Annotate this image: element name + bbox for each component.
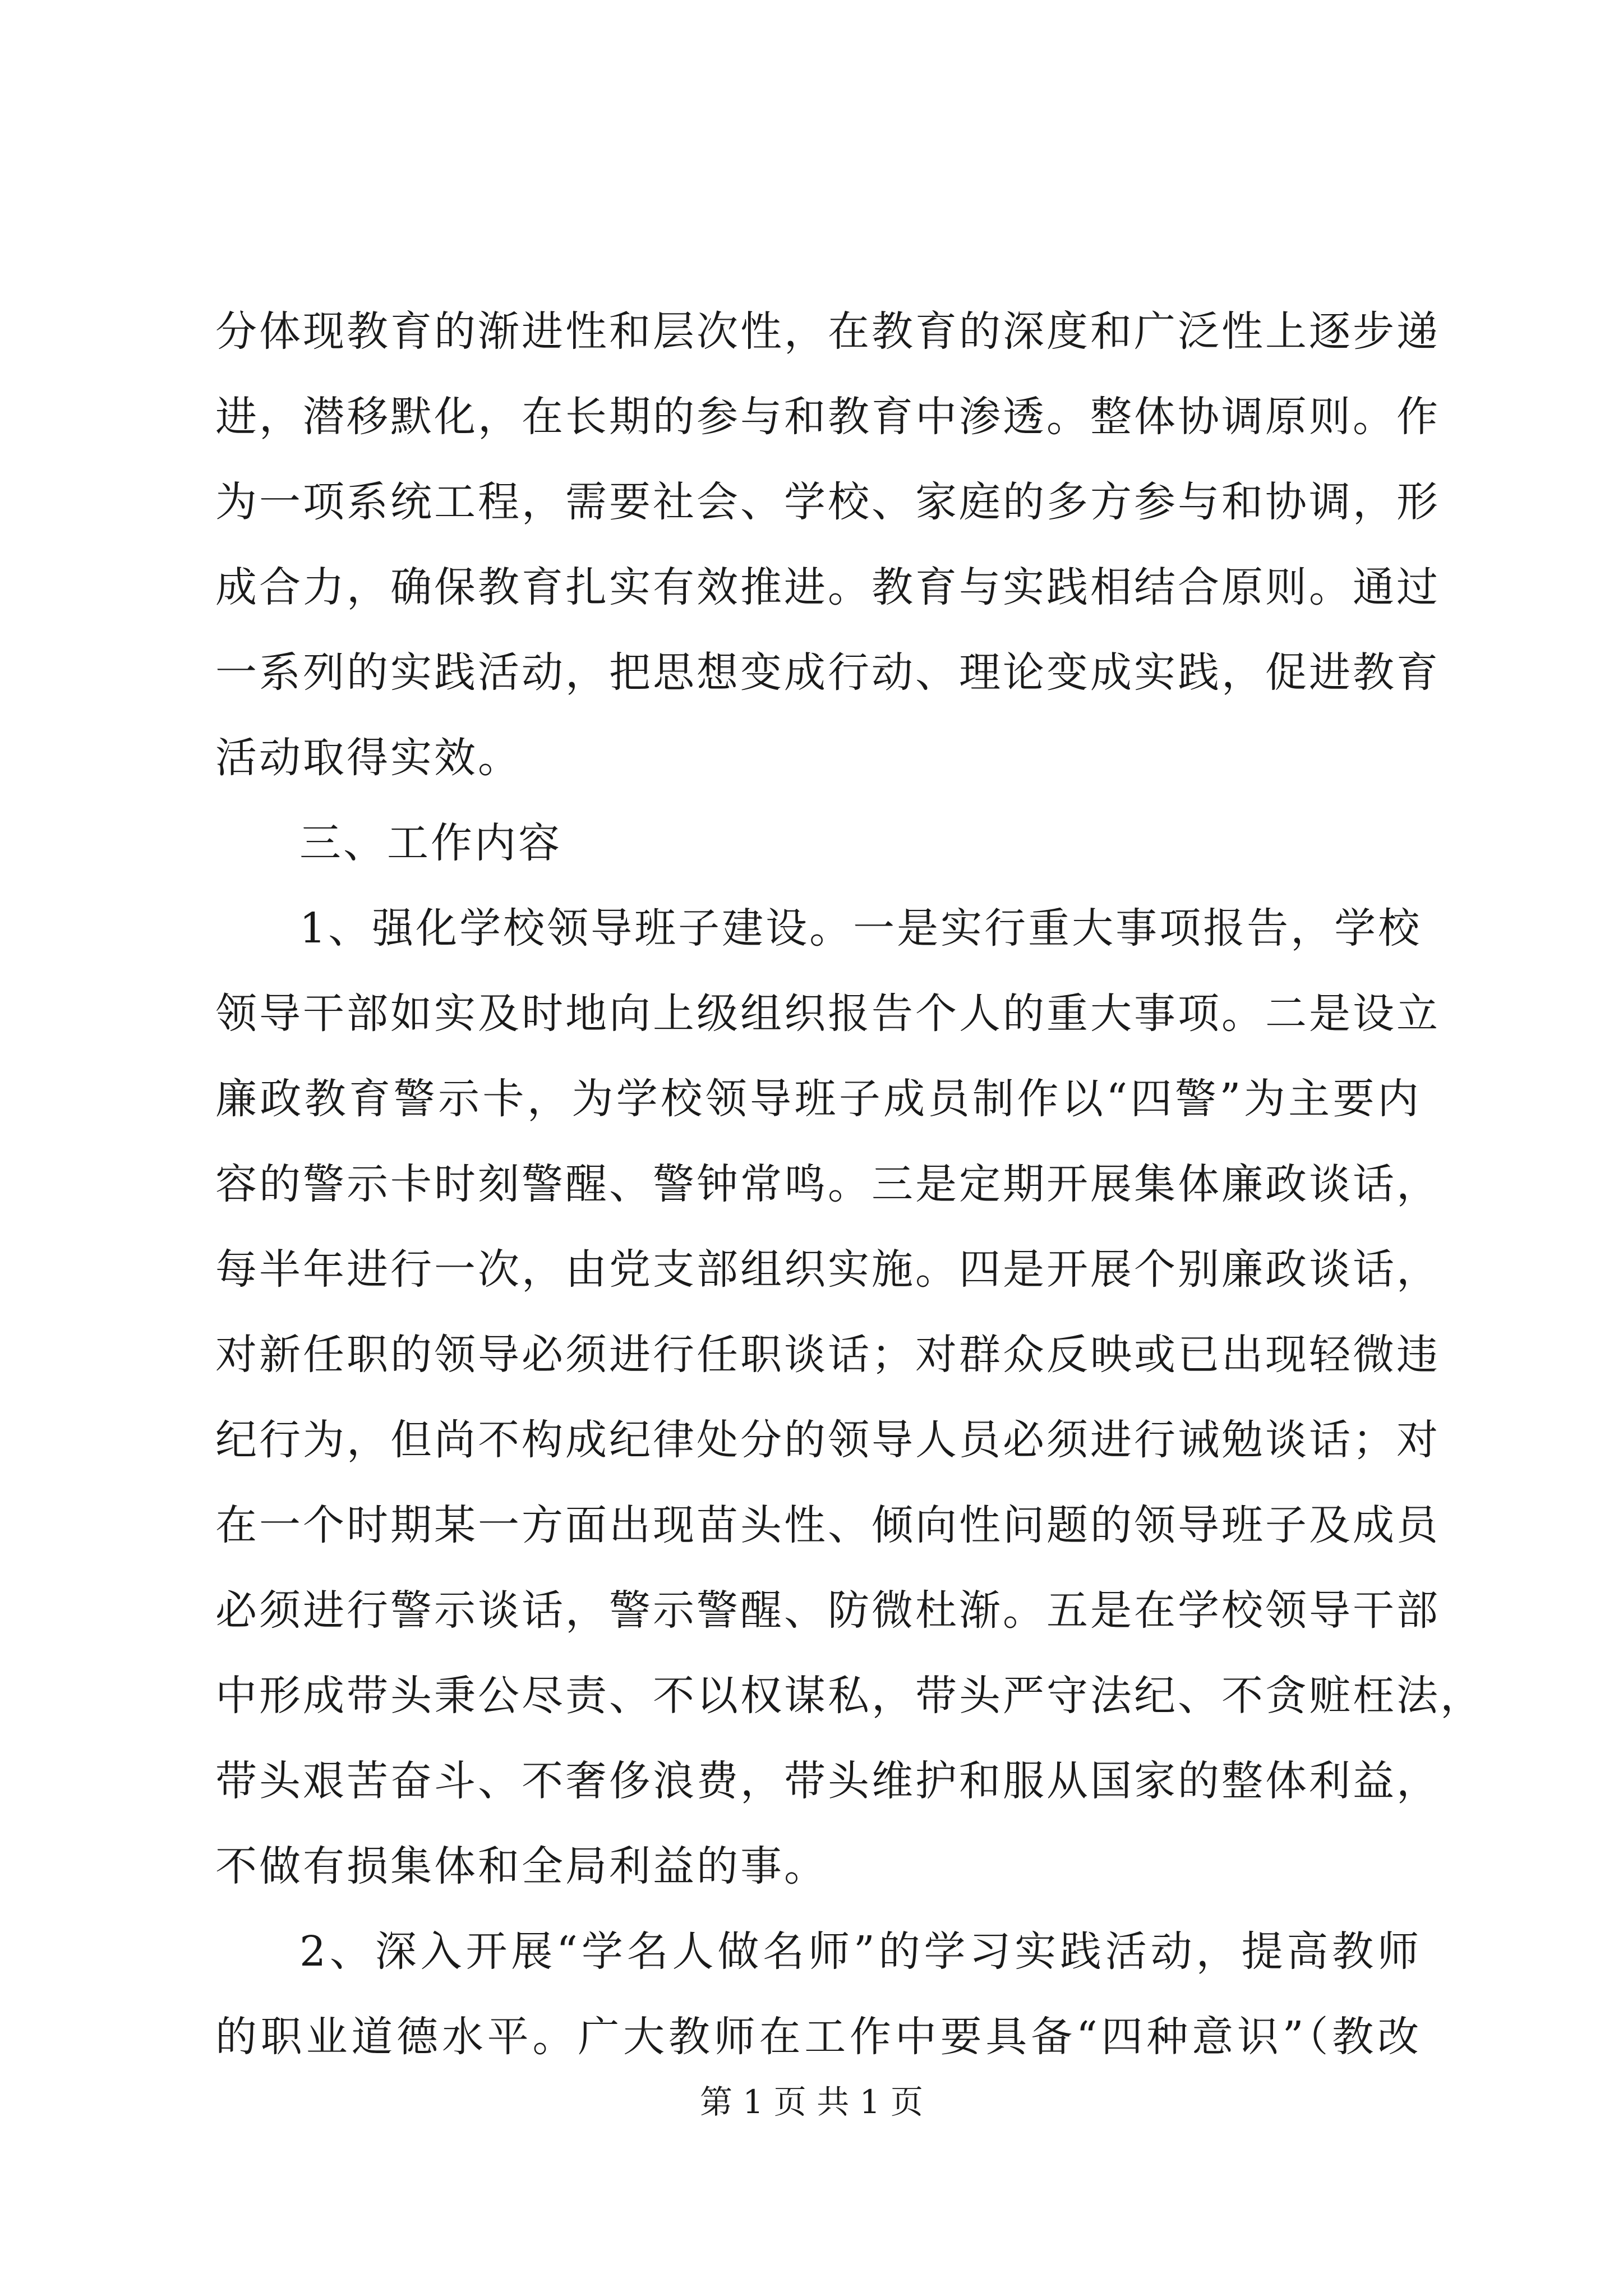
text-line: 领导干部如实及时地向上级组织报告个人的重大事项。二是设立	[215, 990, 1440, 1038]
text-line: 1、强化学校领导班子建设。一是实行重大事项报告，学校	[299, 904, 1422, 953]
text-line: 容的警示卡时刻警醒、警钟常鸣。三是定期开展集体廉政谈话，	[215, 1160, 1440, 1208]
text-line: 活动取得实效。	[215, 734, 522, 782]
document-body	[215, 289, 1484, 2079]
text-line: 对新任职的领导必须进行任职谈话；对群众反映或已出现轻微违	[215, 1331, 1440, 1379]
text-line: 进，潜移默化，在长期的参与和教育中渗透。整体协调原则。作	[215, 393, 1440, 441]
text-line: 一系列的实践活动，把思想变成行动、理论变成实践，促进教育	[215, 648, 1440, 697]
text-line: 带头艰苦奋斗、不奢侈浪费，带头维护和服从国家的整体利益，	[215, 1757, 1440, 1805]
text-line: 每半年进行一次，由党支部组织实施。四是开展个别廉政谈话，	[215, 1245, 1440, 1294]
text-line: 中形成带头秉公尽责、不以权谋私，带头严守法纪、不贪赃枉法，	[215, 1672, 1484, 1720]
section-heading: 三、工作内容	[299, 819, 562, 867]
page-number-footer: 第 1 页 共 1 页	[700, 2083, 923, 2121]
text-line: 2、深入开展“学名人做名师”的学习实践活动，提高教师	[299, 1927, 1421, 1976]
text-line: 的职业道德水平。广大教师在工作中要具备“四种意识”（教改	[215, 2013, 1421, 2061]
text-line: 在一个时期某一方面出现苗头性、倾向性问题的领导班子及成员	[215, 1501, 1440, 1549]
text-line: 成合力，确保教育扎实有效推进。教育与实践相结合原则。通过	[215, 563, 1440, 611]
text-line: 纪行为，但尚不构成纪律处分的领导人员必须进行诫勉谈话；对	[215, 1416, 1440, 1464]
text-line: 分体现教育的渐进性和层次性，在教育的深度和广泛性上逐步递	[215, 307, 1440, 356]
text-line: 为一项系统工程，需要社会、学校、家庭的多方参与和协调，形	[215, 478, 1440, 526]
text-line: 必须进行警示谈话，警示警醒、防微杜渐。五是在学校领导干部	[215, 1586, 1440, 1635]
text-line: 廉政教育警示卡，为学校领导班子成员制作以“四警”为主要内	[215, 1075, 1421, 1123]
text-line: 不做有损集体和全局利益的事。	[215, 1842, 828, 1890]
